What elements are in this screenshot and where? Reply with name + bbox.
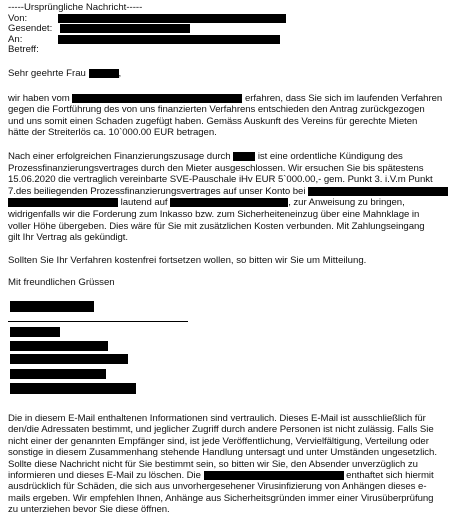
subject-row — [8, 45, 456, 56]
redacted-signature-line-2 — [10, 341, 108, 351]
paragraph-3: Sollten Sie Ihr Verfahren kostenfrei fortsetzen wollen, so bitten wir Sie um Mitteilung. — [8, 254, 367, 266]
redacted-signature-name — [10, 301, 94, 312]
footer-line-6-start: informieren und dieses E-Mail zu löschen. Die — [8, 469, 201, 481]
p2-line-4 — [8, 186, 456, 198]
footer-line-3: nicht einer der genannten Empfänger sind, ist jede Veröffentlichung, Vervielfältigung, Verteilung oder — [8, 435, 429, 447]
p2-line-5-mid: lautend auf — [120, 197, 168, 209]
redacted-signature-line-4 — [10, 369, 106, 379]
footer-line-4: sonstige in diesem Zusammenhang stehende Handlung untersagt und unter Umständen ungesetzlich. — [8, 447, 437, 459]
redacted-signature-line-5 — [10, 383, 136, 394]
redacted-iban — [8, 198, 118, 207]
paragraph-2 — [8, 151, 456, 244]
redacted-name — [89, 69, 119, 78]
p2-line-3: 15.06.2020 die vertraglich vereinbarte SVE-Pauschale iHv EUR 5`000.00,- gem. Punkt 3. i.V.m Punkt — [8, 174, 433, 186]
p1-line-2: gegen die Fortführung des von uns finanzierten Verfahrens entschieden den Antrag zurückgezogen — [8, 104, 425, 116]
p2-line-5 — [8, 197, 456, 209]
signature-block — [8, 289, 456, 395]
footer-line-6 — [8, 470, 456, 481]
footer-line-7: ausdrücklich für Schäden, die sich aus unvorhergesehener Virusinfizierung von Anhängen dieses e- — [8, 481, 427, 493]
p2-line-6: widrigenfalls wir die Forderung zum Inkasso bzw. zum Sicherheiteneinzug über eine Mahnklage in — [8, 208, 420, 220]
from-label: Von: — [8, 12, 28, 24]
redacted-recipient — [58, 35, 280, 44]
closing: Mit freundlichen Grüssen — [8, 277, 115, 289]
p1-line-4: hätte der Streiterlös ca. 10`000.00 EUR betragen. — [8, 127, 217, 139]
redacted-company-footer — [204, 471, 344, 480]
footer-line-8: mails ergeben. Wir empfehlen Ihnen, Anhänge aus Sicherheitsgründen immer einer Virusüberprüfung — [8, 492, 434, 504]
sent-label: Gesendet: — [8, 23, 53, 35]
p2-line-1-end: ist eine ordentliche Kündigung des — [257, 150, 403, 162]
p2-line-7: voller Höhe übergeben. Dies wäre für Sie mit zusätzlichen Kosten verbunden. Mit Zahlungseingang — [8, 220, 425, 232]
p2-line-5-end: , zur Anweisung zu bringen, — [288, 197, 405, 209]
redacted-sender — [58, 14, 286, 23]
salutation-text: Sehr geehrte Frau — [8, 67, 86, 79]
paragraph-1 — [8, 93, 456, 139]
p1-line-1-start: wir haben vom — [8, 92, 70, 104]
p2-line-1-start: Nach einer erfolgreichen Finanzierungszusage durch — [8, 150, 231, 162]
redacted-account-holder — [170, 198, 288, 207]
redacted-bank — [308, 187, 448, 196]
footer-line-2: den/die Adressaten bestimmt, und jeglicher Zugriff durch andere Personen ist nicht zulässig. Falls Sie — [8, 424, 434, 436]
redacted-signature-line-1 — [10, 327, 60, 337]
salutation — [8, 68, 456, 80]
redacted-organisation — [72, 94, 242, 103]
to-row — [8, 35, 456, 46]
confidentiality-disclaimer — [8, 413, 456, 516]
p1-line-3: und uns somit einen Schaden zugefügt haben. Gemäss Auskunft des Vereins für gerechte Mieten — [8, 115, 418, 127]
original-message-line: -----Ursprüngliche Nachricht----- — [8, 2, 143, 13]
p2-line-4-start: 7.des beiliegenden Prozessfinanzierungsvertrages auf unser Konto bei — [8, 185, 306, 197]
salutation-comma: , — [118, 67, 122, 79]
p2-line-8: gilt Ihr Vertrag als gekündigt. — [8, 232, 129, 244]
redacted-signature-line-3 — [10, 354, 128, 364]
footer-line-6-end: enthaftet sich hiermit — [346, 469, 434, 481]
signature-divider — [8, 321, 188, 322]
redacted-company — [233, 152, 255, 161]
footer-line-5: Sollte diese Nachricht nicht für Sie bestimmt sein, so bitten wir Sie, den Absender unverzüglich zu — [8, 458, 418, 470]
p1-line-1-end: erfahren, dass Sie sich im laufenden Verfahren — [245, 92, 443, 104]
footer-line-1: Die in diesem E-Mail enthaltenen Informationen sind vertraulich. Dieses E-Mail ist ausschließlich für — [8, 412, 426, 424]
email-document — [8, 3, 456, 516]
p2-line-2: Prozessfinanzierungsvertrages durch den Mieter ausgeschlossen. Wir ersuchen Sie bis spätestens — [8, 162, 424, 174]
to-label: An: — [8, 33, 23, 45]
subject-label: Betreff: — [8, 44, 39, 56]
from-row — [8, 14, 456, 25]
redacted-sent-date — [60, 24, 190, 33]
p1-line-1 — [8, 93, 456, 105]
sent-row — [8, 24, 456, 35]
footer-line-9: zu unterziehen bevor Sie diese öffnen. — [8, 504, 170, 516]
p2-line-1 — [8, 151, 456, 163]
